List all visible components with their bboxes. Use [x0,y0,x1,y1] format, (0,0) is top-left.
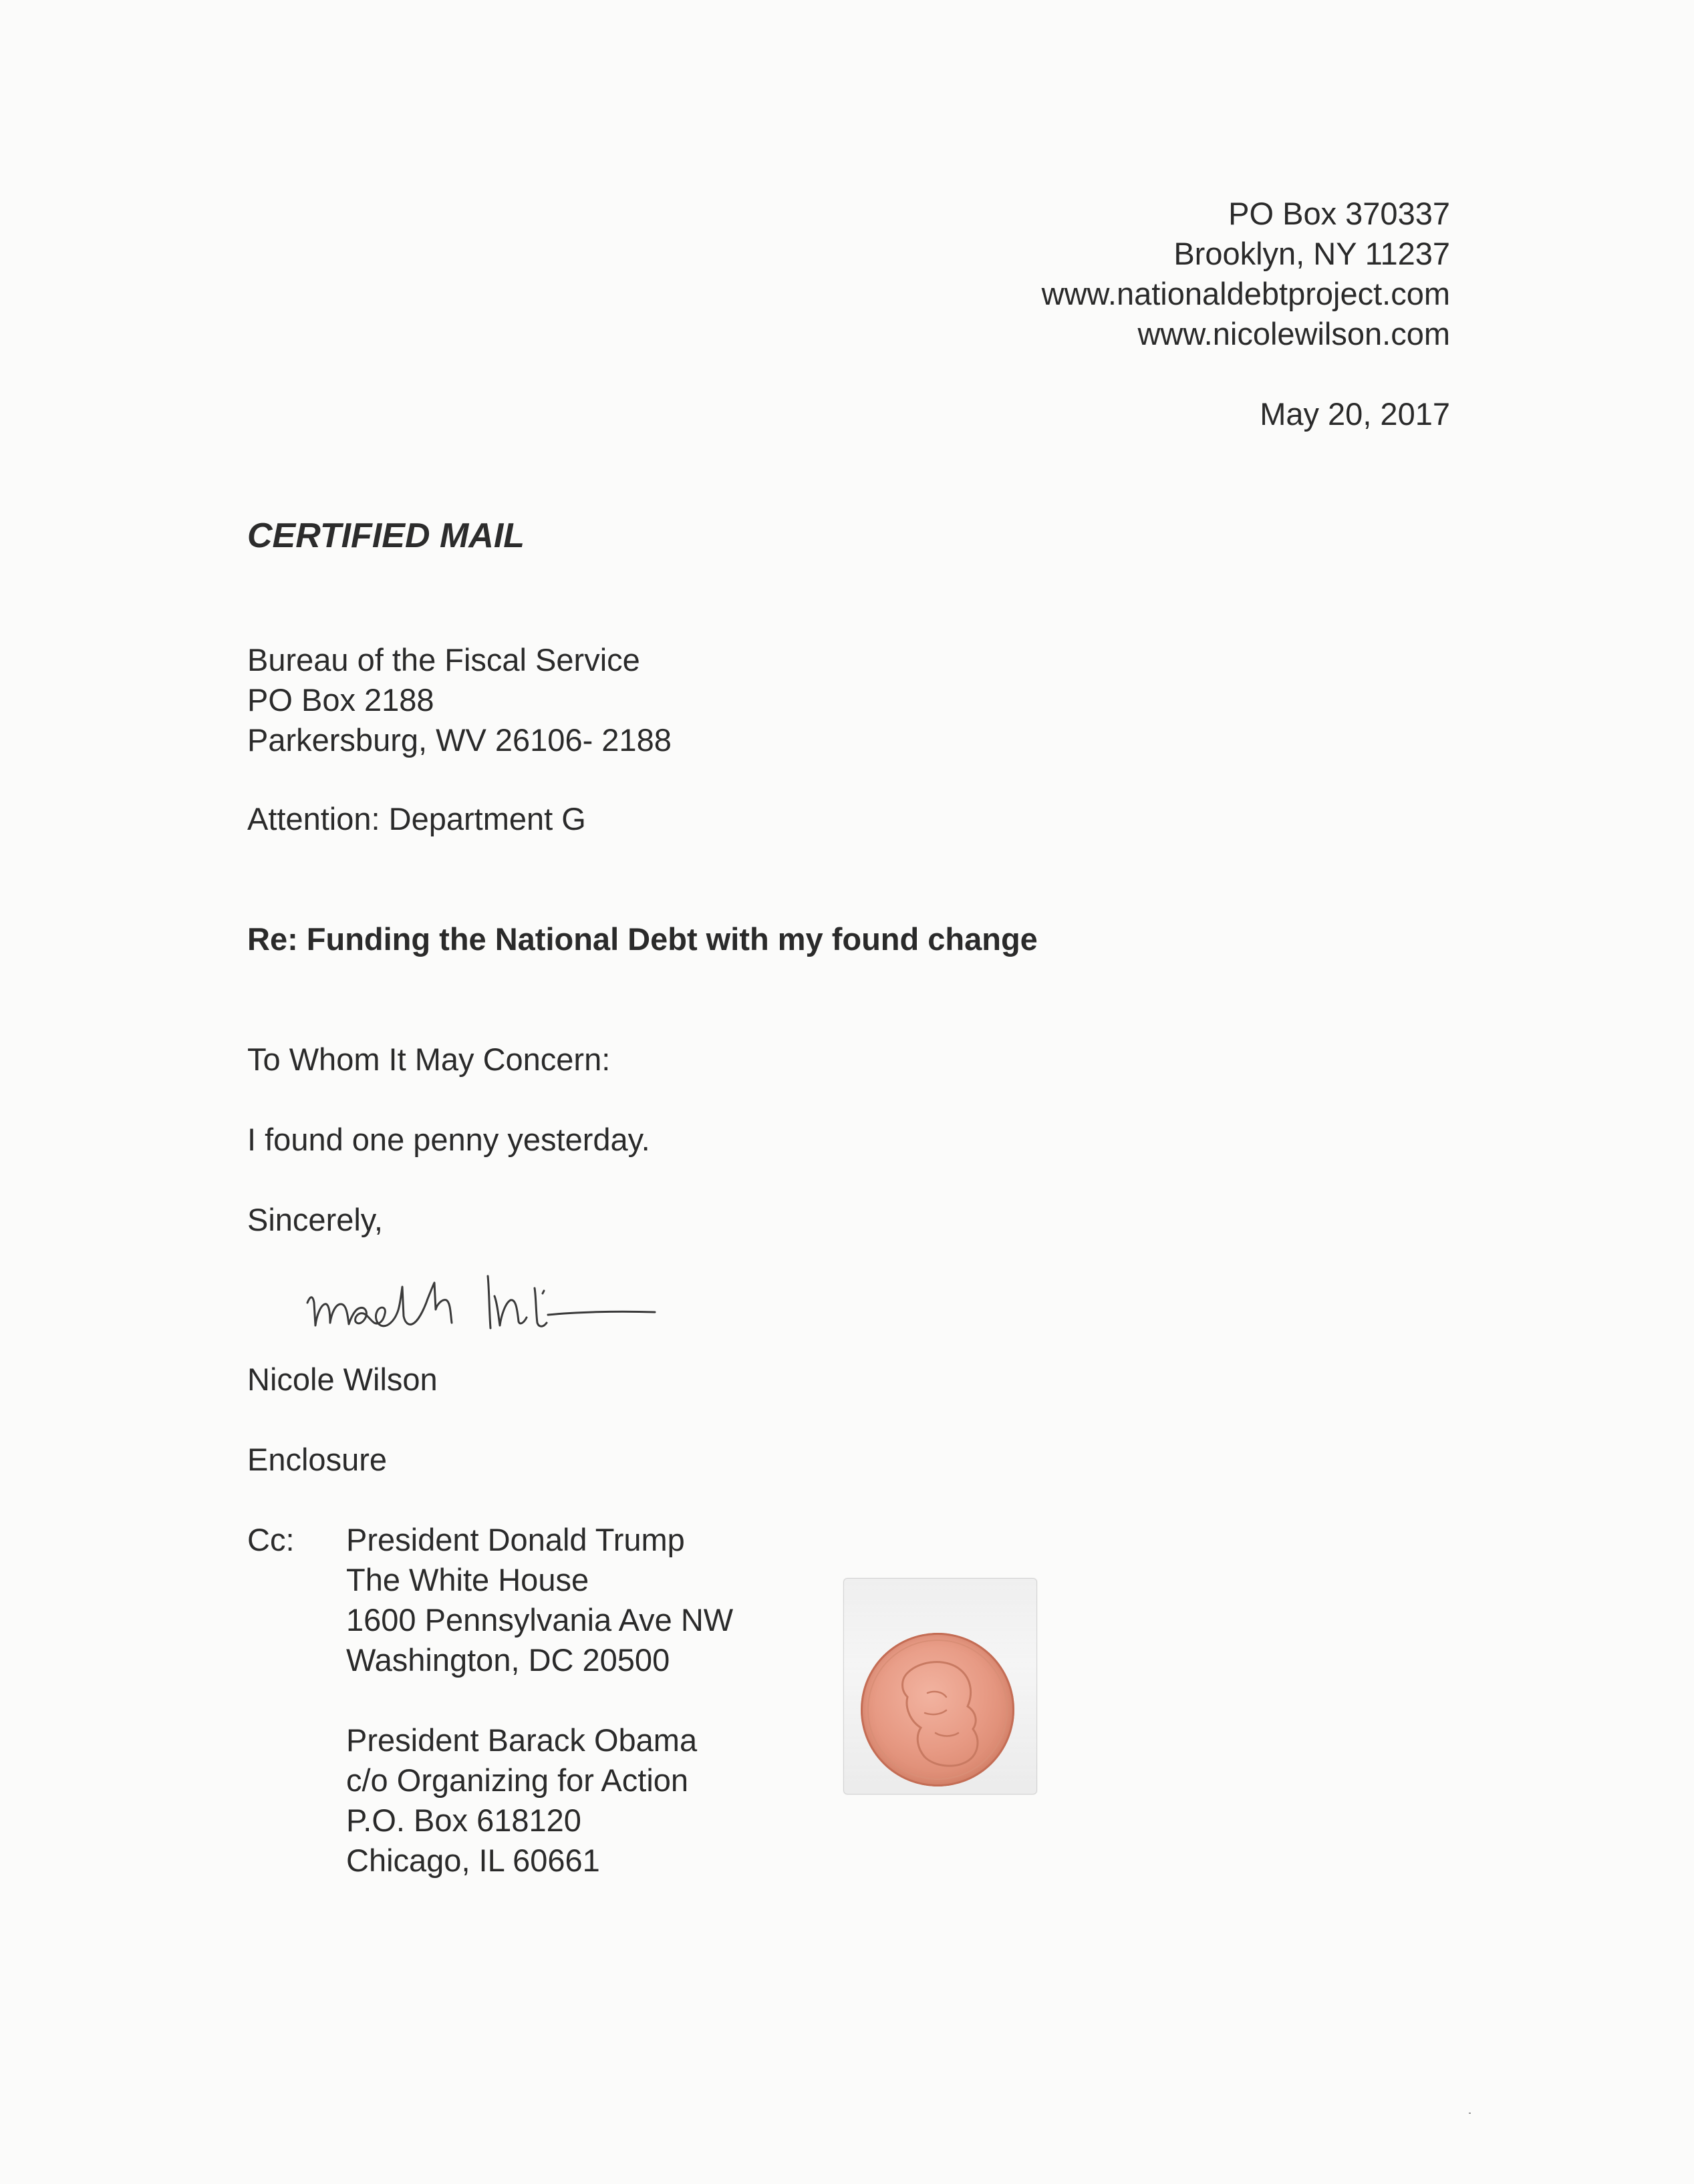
return-address [1042,194,1450,434]
cc-recipient-line: Chicago, IL 60661 [346,1843,600,1878]
penny-coin [861,1633,1014,1786]
letter-body: I found one penny yesterday. [247,1122,650,1157]
recipient-address [247,640,672,760]
return-address-line: www.nicolewilson.com [1137,316,1450,351]
recipient-address-line: Bureau of the Fiscal Service [247,642,640,677]
cc-recipient-line: President Barack Obama [346,1722,698,1758]
attention-line: Attention: Department G [247,801,586,836]
salutation: To Whom It May Concern: [247,1042,611,1077]
return-address-line: www.nationaldebtproject.com [1041,276,1450,311]
closing: Sincerely, [247,1202,383,1237]
cc-recipient-line: c/o Organizing for Action [346,1762,689,1798]
recipient-address-line: Parkersburg, WV 26106- 2188 [247,722,672,758]
recipient-address-line: PO Box 2188 [247,682,434,718]
return-address-line: Brooklyn, NY 11237 [1173,236,1450,271]
certified-mail-heading: CERTIFIED MAIL [247,516,525,555]
letter-date: May 20, 2017 [1260,396,1450,432]
paper-speck [1469,2113,1471,2114]
cc-recipient-line: The White House [346,1562,589,1597]
handwritten-signature [294,1256,682,1350]
signer-name: Nicole Wilson [247,1362,438,1397]
cc-recipient [346,1720,697,1881]
cc-recipient-line: P.O. Box 618120 [346,1803,581,1838]
cc-label: Cc: [247,1522,295,1557]
cc-recipient-line: Washington, DC 20500 [346,1642,670,1678]
enclosure-note: Enclosure [247,1442,387,1477]
cc-recipient-line: President Donald Trump [346,1522,685,1557]
lincoln-profile-icon [861,1633,1014,1786]
cc-recipient-line: 1600 Pennsylvania Ave NW [346,1602,734,1637]
return-address-line: PO Box 370337 [1228,196,1450,231]
subject-line: Re: Funding the National Debt with my found change [247,921,1038,957]
cc-recipient [346,1520,733,1680]
